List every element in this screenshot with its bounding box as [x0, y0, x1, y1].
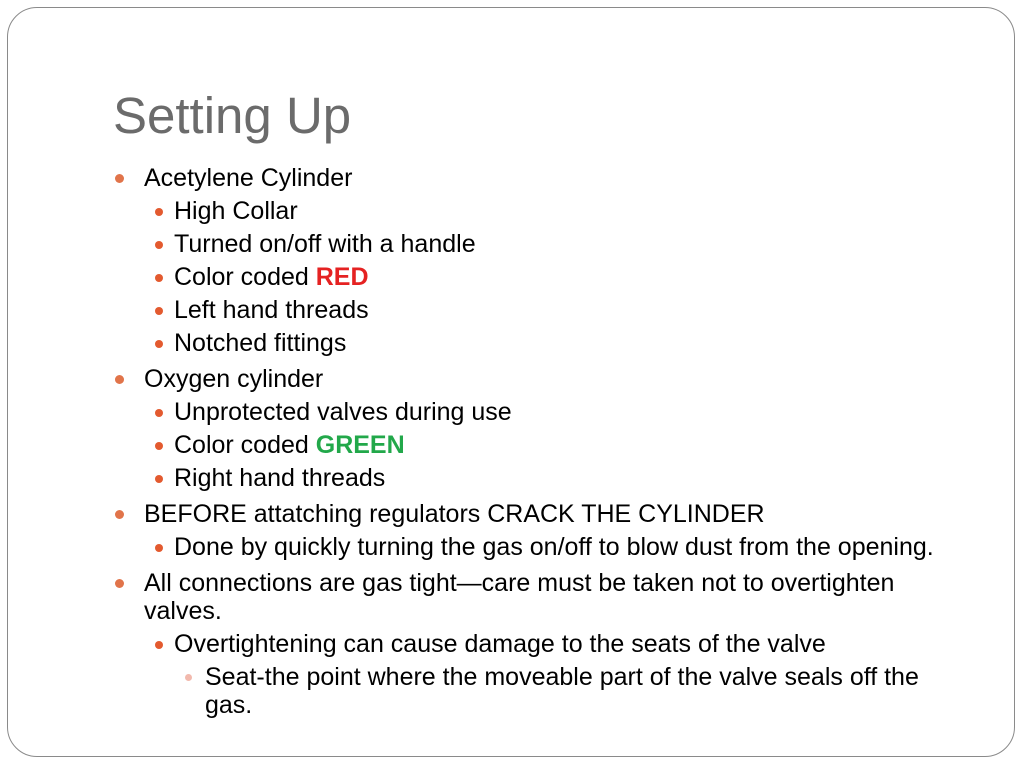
bullet-text: Right hand threads	[174, 464, 386, 492]
bullet-text: Seat-the point where the moveable part of the valve seals off the gas.	[205, 663, 919, 719]
bullet-oxygen-cylinder	[113, 365, 943, 393]
bullet-text: Notched fittings	[174, 329, 347, 357]
bullet-right-threads	[113, 464, 943, 492]
bullet-dot-icon	[155, 544, 163, 552]
bullet-text: Color coded	[174, 431, 316, 459]
bullet-dot-icon	[115, 174, 124, 183]
bullet-dot-icon	[115, 510, 124, 519]
green-highlight: GREEN	[315, 431, 405, 459]
bullet-dot-icon	[155, 442, 163, 450]
bullet-dot-icon	[155, 307, 163, 315]
bullet-dot-icon	[155, 274, 163, 282]
bullet-text: Done by quickly turning the gas on/off to blow dust from the opening.	[174, 533, 934, 561]
bullet-dot-icon	[155, 241, 163, 249]
bullet-notched-fittings	[113, 329, 943, 357]
bullet-dot-icon	[185, 674, 192, 681]
bullet-handle	[113, 230, 943, 258]
bullet-list	[113, 164, 943, 719]
bullet-dot-icon	[155, 475, 163, 483]
bullet-dot-icon	[155, 340, 163, 348]
bullet-blow-dust	[113, 533, 943, 561]
bullet-text: Turned on/off with a handle	[174, 230, 476, 258]
bullet-left-threads	[113, 296, 943, 324]
bullet-dot-icon	[155, 409, 163, 417]
bullet-high-collar	[113, 197, 943, 225]
bullet-text: BEFORE attatching regulators CRACK THE CYLINDER	[144, 500, 765, 528]
bullet-dot-icon	[155, 641, 163, 649]
bullet-gas-tight	[113, 569, 943, 625]
bullet-text: Acetylene Cylinder	[144, 164, 353, 192]
bullet-overtightening	[113, 630, 943, 658]
bullet-text: Left hand threads	[174, 296, 369, 324]
bullet-text: All connections are gas tight—care must be taken not to overtighten valves.	[144, 569, 895, 625]
red-highlight: RED	[315, 263, 369, 291]
bullet-dot-icon	[115, 375, 124, 384]
bullet-text: Color coded	[174, 263, 316, 291]
slide-title: Setting Up	[113, 87, 352, 144]
bullet-color-red	[113, 263, 943, 291]
bullet-unprotected-valves	[113, 398, 943, 426]
bullet-seat-definition	[113, 663, 943, 719]
bullet-text: High Collar	[174, 197, 298, 225]
bullet-dot-icon	[115, 579, 124, 588]
bullet-text: Unprotected valves during use	[174, 398, 512, 426]
bullet-dot-icon	[155, 208, 163, 216]
bullet-text: Oxygen cylinder	[144, 365, 324, 393]
bullet-acetylene-cylinder	[113, 164, 943, 192]
bullet-crack-cylinder	[113, 500, 943, 528]
bullet-text: Overtightening can cause damage to the seats of the valve	[174, 630, 826, 658]
bullet-color-green	[113, 431, 943, 459]
